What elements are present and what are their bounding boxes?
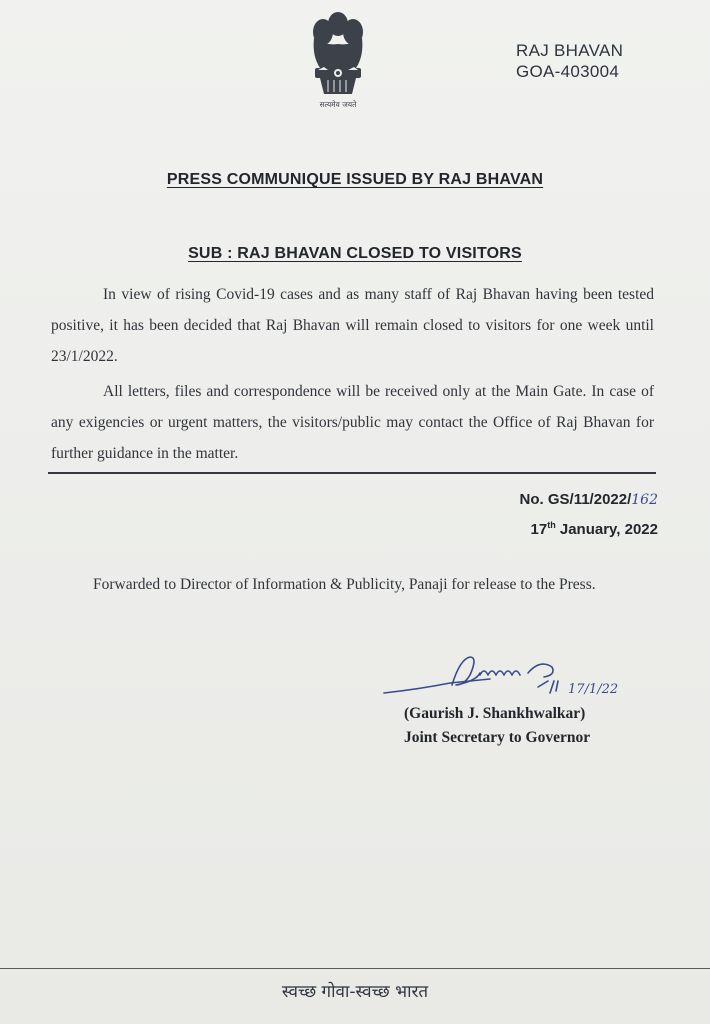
date-day: 17 xyxy=(530,521,548,538)
handwritten-signature xyxy=(380,645,630,707)
forwarding-note: Forwarded to Director of Information & Publicity, Panaji for release to the Press. xyxy=(93,576,596,593)
reference-number-text: No. GS/11/2022/ xyxy=(519,491,632,508)
signature-icon xyxy=(380,645,630,707)
date-month-year: January, 2022 xyxy=(555,521,658,538)
document-subject: SUB : RAJ BHAVAN CLOSED TO VISITORS xyxy=(188,245,522,262)
handwritten-number: 162 xyxy=(631,492,658,508)
document-title: PRESS COMMUNIQUE ISSUED BY RAJ BHAVAN xyxy=(166,171,544,188)
signatory-designation: Joint Secretary to Governor xyxy=(404,729,591,746)
section-divider xyxy=(48,472,656,474)
signatory-name: (Gaurish J. Shankhwalkar) xyxy=(404,705,586,722)
footer-slogan: स्वच्छ गोवा-स्वच्छ भारत xyxy=(281,982,429,1002)
reference-number xyxy=(520,487,658,513)
reference-block xyxy=(520,487,658,542)
signature-date: 17/1/22 xyxy=(568,682,619,697)
letterhead-address xyxy=(516,40,623,82)
footer-divider xyxy=(0,968,710,969)
address-line-1: RAJ BHAVAN xyxy=(516,41,624,60)
lion-capital-icon xyxy=(298,6,378,114)
body-paragraph-1: In view of rising Covid-19 cases and as many staff of Raj Bhavan having been tested positive, it has been decided that Raj Bhavan will remain closed to visitors for one week until 23/1/2022. xyxy=(51,286,654,365)
emblem-motto: सत्यमेव जयते xyxy=(319,100,357,109)
state-emblem xyxy=(298,6,378,114)
body-paragraph-2: All letters, files and correspondence will be received only at the Main Gate. In case of any exigencies or urgent matters, the visitors/public may contact the Office of Raj Bhavan for further guidance in the matter. xyxy=(51,383,654,462)
date-suffix: th xyxy=(547,520,556,530)
signatory-block xyxy=(404,702,590,750)
address-line-2: GOA-403004 xyxy=(516,62,620,81)
document-date xyxy=(520,513,658,542)
